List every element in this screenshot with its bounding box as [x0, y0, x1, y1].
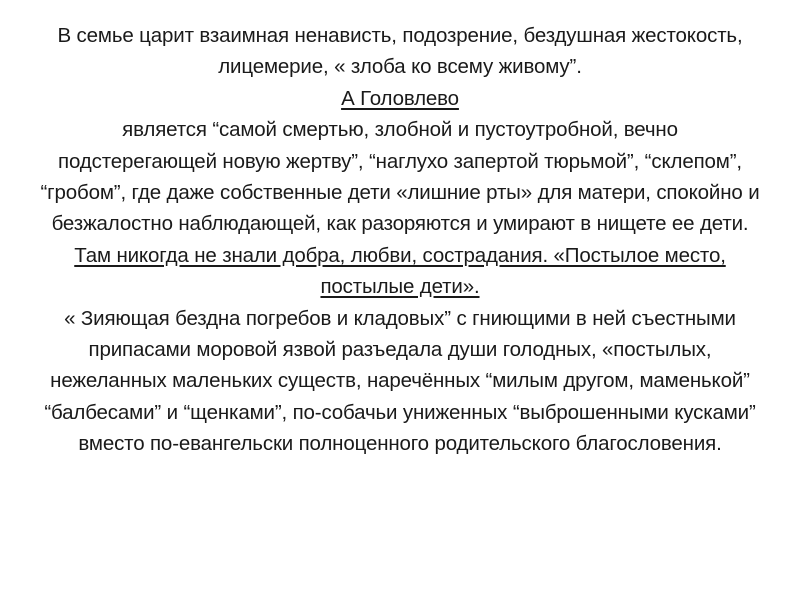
paragraph-golovlevo-description: является “самой смертью, злобной и пустоутробной, вечно подстерегающей новую жертву”, “наглухо запертой тюрьмой”, “склепом”, “гробом”, где даже собственные дети «лишние рты» для матери, спокойно и безжалостно наблюдающей, как разоряются и умирают в нищете ее дети.	[40, 118, 760, 236]
heading-golovlevo: А Головлево	[341, 86, 459, 110]
slide-text-block	[40, 20, 760, 460]
paragraph-no-kindness: Там никогда не знали добра, любви, сострадания. «Постылое место, постылые дети».	[74, 243, 726, 299]
paragraph-abyss-of-cellars: « Зияющая бездна погребов и кладовых” с гниющими в ней съестными припасами моровой язвой разъедала души голодных, «постылых, нежеланных маленьких существ, наречённых “милым другом, маменькой” “балбесами” и “щенками”, по-собачьи униженных “выброшенными кусками” вместо по-евангельски полноценного родительского благословения.	[44, 306, 756, 456]
paragraph-family-hatred: В семье царит взаимная ненависть, подозрение, бездушная жестокость, лицемерие, « злоба ко всему живому”.	[57, 24, 743, 79]
